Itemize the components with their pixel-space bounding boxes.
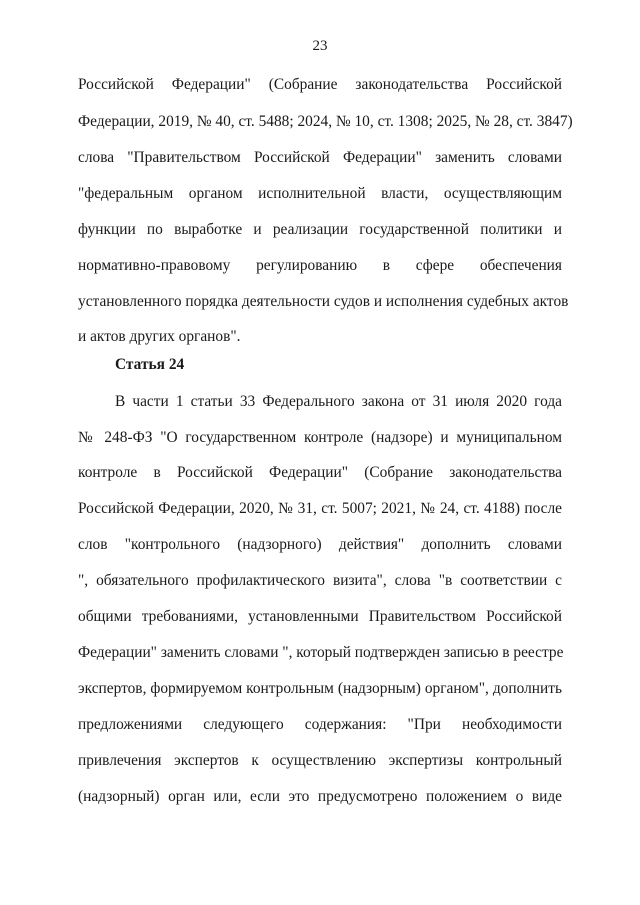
text-line: функции по выработке и реализации государственной политики и	[78, 221, 562, 238]
text-line: слов "контрольного (надзорного) действия" дополнить словами	[78, 536, 562, 553]
text-line: Российской Федерации" (Собрание законодательства Российской	[78, 76, 562, 93]
article-heading: Статья 24	[115, 356, 185, 373]
text-line: привлечения экспертов к осуществлению экспертизы контрольный	[78, 752, 562, 769]
page-number: 23	[312, 38, 328, 54]
text-line: и актов других органов".	[78, 328, 241, 345]
text-line: В части 1 статьи 33 Федерального закона от 31 июля 2020 года	[115, 393, 562, 410]
text-line: Федерации" заменить словами ", который подтвержден записью в реестре	[78, 644, 564, 661]
text-line: общими требованиями, установленными Правительством Российской	[78, 608, 562, 625]
text-line: Российской Федерации, 2020, № 31, ст. 5007; 2021, № 24, ст. 4188) после	[78, 500, 562, 517]
text-line: экспертов, формируемом контрольным (надзорным) органом", дополнить	[78, 680, 562, 697]
text-line: (надзорный) орган или, если это предусмотрено положением о виде	[78, 788, 562, 805]
text-line: "федеральным органом исполнительной власти, осуществляющим	[78, 185, 562, 202]
text-line: нормативно-правовому регулированию в сфере обеспечения	[78, 257, 562, 274]
text-line: Федерации, 2019, № 40, ст. 5488; 2024, № 10, ст. 1308; 2025, № 28, ст. 3847)	[78, 113, 573, 130]
text-line: предложениями следующего содержания: "При необходимости	[78, 716, 562, 733]
text-line: № 248-ФЗ "О государственном контроле (надзоре) и муниципальном	[78, 429, 562, 446]
text-line: контроле в Российской Федерации" (Собрание законодательства	[78, 464, 562, 481]
text-line: установленного порядка деятельности судов и исполнения судебных актов	[78, 293, 569, 310]
text-line: ", обязательного профилактического визита", слова "в соответствии с	[78, 572, 562, 589]
text-line: слова "Правительством Российской Федерации" заменить словами	[78, 149, 562, 166]
